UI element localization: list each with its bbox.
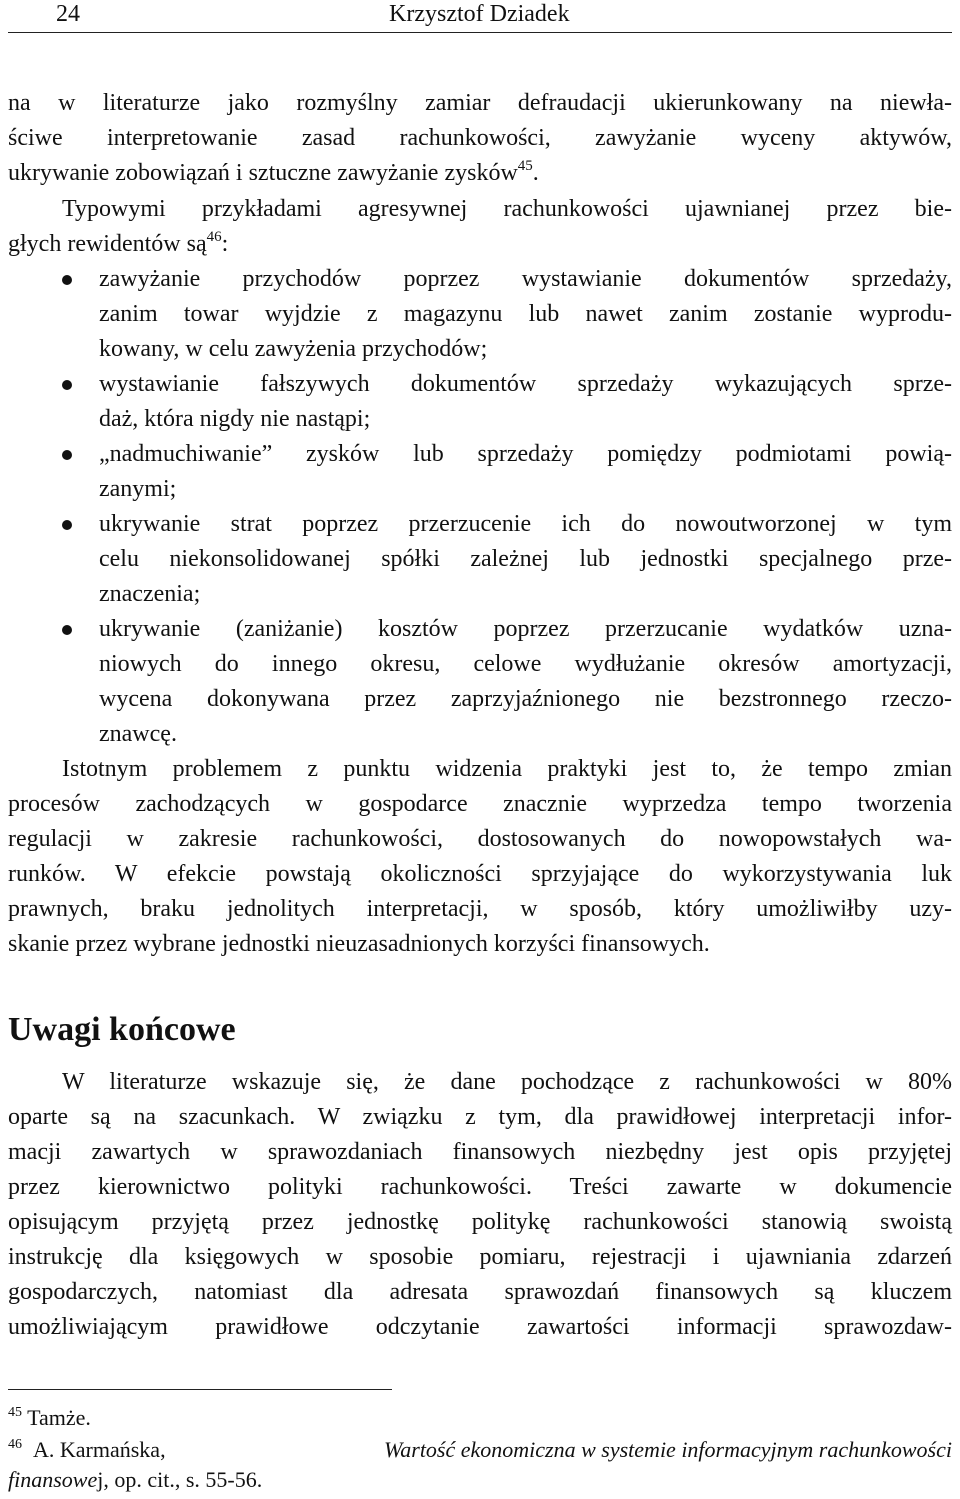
bullet-marker [62,275,72,285]
footnote [8,1404,952,1432]
body-line: regulacji w zakresie rachunkowości, dostosowanych do nowopowstałych wa- [8,826,952,852]
body-line [8,158,952,188]
list-item-line: niowych do innego okresu, celowe wydłużanie okresów amortyzacji, [99,651,952,677]
body-line: skanie przez wybrane jednostki nieuzasadnionych korzyści finansowych. [8,931,710,957]
bullet-marker [62,450,72,460]
footnote-lead [8,1436,166,1464]
footnote-title: finansowe [8,1467,98,1492]
body-text: : [221,231,229,257]
page-header [8,0,952,36]
list-item-line: celu niekonsolidowanej spółki zależnej lub jednostki specjalnego prze- [99,546,952,572]
body-line: ściwe interpretowanie zasad rachunkowości, zawyżanie wyceny aktywów, [8,125,952,151]
footnote-rule [8,1389,392,1390]
list-item-line: ukrywanie (zaniżanie) kosztów poprzez przerzucanie wydatków uzna- [99,616,952,642]
body-line: Istotnym problemem z punktu widzenia praktyki jest to, że tempo zmian [62,756,952,782]
list-item-line: „nadmuchiwanie” zysków lub sprzedaży pomiędzy podmiotami powią- [99,441,952,467]
page-number: 24 [56,1,80,27]
body-line: instrukcję dla księgowych w sposobie pomiaru, rejestracji i ujawniania zdarzeń [8,1244,952,1270]
header-rule [8,32,952,33]
list-item-line: znawcę. [99,721,177,747]
body-line: Typowymi przykładami agresywnej rachunkowości ujawnianej przez bie- [62,196,952,222]
footnote [8,1436,952,1464]
list-item-line: kowany, w celu zawyżenia przychodów; [99,336,488,362]
list-item-line: wycena dokonywana przez zaprzyjaźnionego nie bezstronnego rzeczo- [99,686,952,712]
body-text: ukrywanie zobowiązań i sztuczne zawyżanie zysków [8,160,518,186]
body-line: oparte są na szacunkach. W związku z tym, dla prawidłowej interpretacji infor- [8,1104,952,1130]
footnote-continuation [8,1466,952,1494]
list-item-line: zanymi; [99,476,177,502]
body-line: opisującym przyjętą przez jednostkę politykę rachunkowości stanowią swoistą [8,1209,952,1235]
footnote-title: Wartość ekonomiczna w systemie informacyjnym rachunkowości [383,1437,952,1462]
body-line: procesów zachodzących w gospodarce znacznie wyprzedza tempo tworzenia [8,791,952,817]
body-line: gospodarczych, natomiast dla adresata sprawozdań finansowych są kluczem [8,1279,952,1305]
body-line: W literaturze wskazuje się, że dane pochodzące z rachunkowości w 80% [62,1069,952,1095]
body-line: macji zawartych w sprawozdaniach finansowych niezbędny jest opis przyjętej [8,1139,952,1165]
body-line: runków. W efekcie powstają okoliczności sprzyjające do wykorzystywania luk [8,861,952,887]
list-item-line: daż, która nigdy nie nastąpi; [99,406,371,432]
list-item-line: zawyżanie przychodów poprzez wystawianie dokumentów sprzedaży, [99,266,952,292]
body-line: umożliwiającym prawidłowe odczytanie zawartości informacji sprawozdaw- [8,1314,952,1340]
footnote-ref[interactable]: 45 [517,158,533,174]
footnote-text: Tamże. [27,1405,91,1430]
list-item-line: znaczenia; [99,581,201,607]
section-heading: Uwagi końcowe [8,1011,236,1048]
running-title: Krzysztof Dziadek [389,1,570,27]
body-line: prawnych, braku jednolitych interpretacji, w sposób, który umożliwiłby uzy- [8,896,952,922]
list-item-line: ukrywanie strat poprzez przerzucenie ich do nowoutworzonej w tym [99,511,952,537]
body-line: na w literaturze jako rozmyślny zamiar defraudacji ukierunkowany na niewła- [8,90,952,116]
bullet-marker [62,520,72,530]
list-item-line: zanim towar wyjdzie z magazynu lub nawet zanim zostanie wyprodu- [99,301,952,327]
footnote-number: 45 [8,1405,22,1420]
list-item-line: wystawianie fałszywych dokumentów sprzedaży wykazujących sprze- [99,371,952,397]
bullet-marker [62,380,72,390]
footnote-author: A. Karmańska, [33,1437,166,1462]
body-line [8,229,952,259]
body-text: . [532,160,539,186]
body-text: głych rewidentów są [8,231,207,257]
footnote-number: 46 [8,1437,22,1452]
footnote-text: j, op. cit., s. 55-56. [97,1467,263,1492]
bullet-marker [62,625,72,635]
body-line: przez kierownictwo polityki rachunkowości. Treści zawarte w dokumencie [8,1174,952,1200]
footnote-ref[interactable]: 46 [206,229,222,245]
